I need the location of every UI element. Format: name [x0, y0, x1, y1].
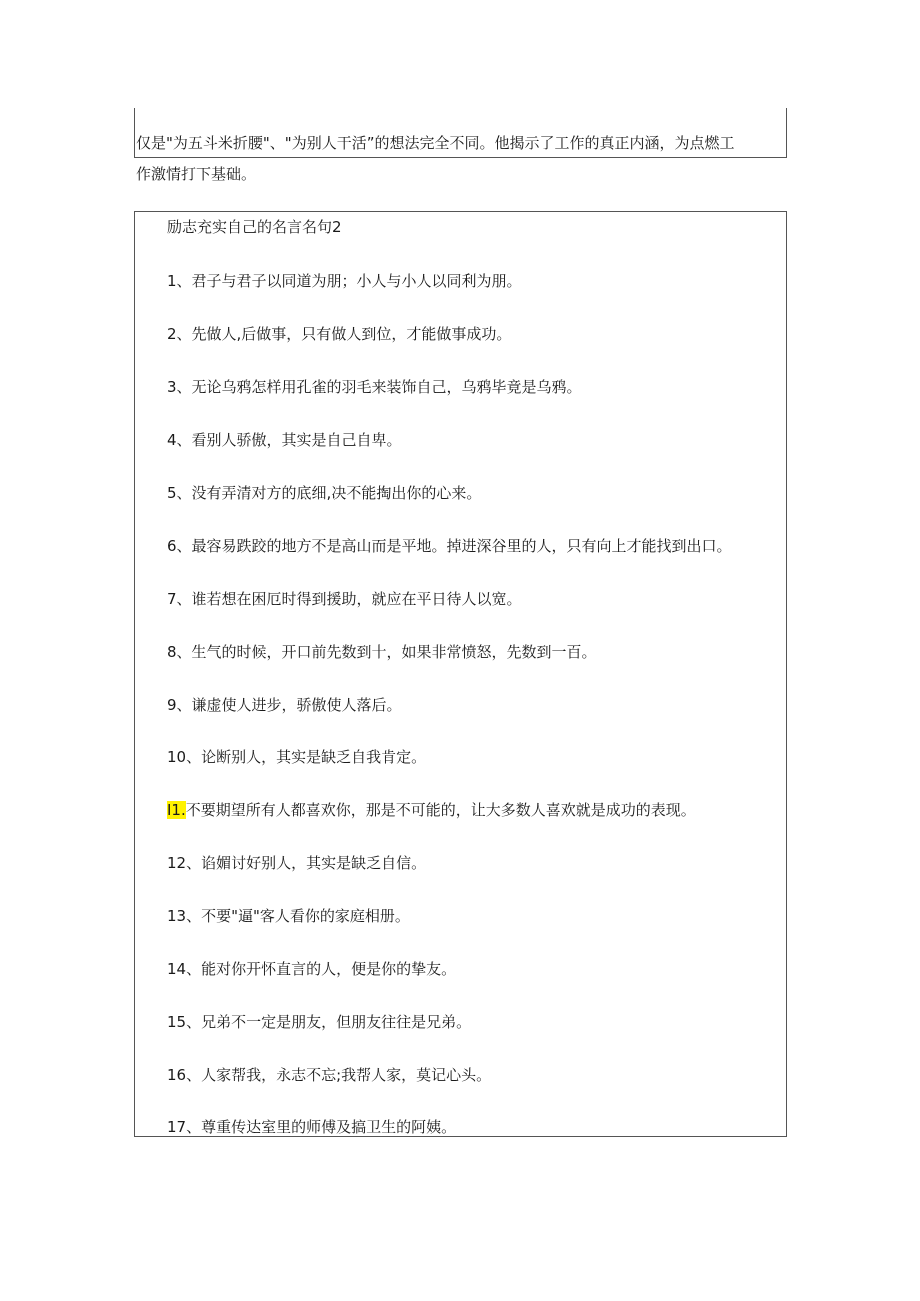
quote-item: 8、生气的时候，开口前先数到十，如果非常愤怒，先数到一百。: [167, 643, 597, 661]
quote-item: 14、能对你开怀直言的人，便是你的挚友。: [167, 960, 457, 978]
quotes-frame: [134, 211, 787, 1137]
section-title: 励志充实自己的名言名句2: [167, 218, 342, 236]
quote-item: 12、谄媚讨好别人，其实是缺乏自信。: [167, 854, 427, 872]
quote-item: 17、尊重传达室里的师傅及搞卫生的阿姨。: [167, 1118, 457, 1136]
quote-item: 7、谁若想在困厄时得到援助，就应在平日待人以宽。: [167, 590, 522, 608]
quote-item: 2、先做人,后做事，只有做人到位，才能做事成功。: [167, 325, 512, 343]
quote-item: 13、不要"逼"客人看你的家庭相册。: [167, 907, 410, 925]
quote-item: 4、看别人骄傲，其实是自己自卑。: [167, 431, 402, 449]
quote-item: 1、君子与君子以同道为朋；小人与小人以同利为朋。: [167, 272, 522, 290]
intro-line-2: 作激情打下基础。: [136, 165, 257, 183]
quote-item: 5、没有弄清对方的底细,决不能掏出你的心来。: [167, 484, 482, 502]
intro-line-1: 仅是"为五斗米折腰"、"为别人干活”的想法完全不同。他揭示了工作的真正内涵，为点燃工: [136, 134, 735, 152]
quote-item: 10、论断别人，其实是缺乏自我肯定。: [167, 748, 427, 766]
quote-item: 9、谦虚使人进步，骄傲使人落后。: [167, 696, 402, 714]
highlighted-number: I1.: [167, 801, 186, 819]
quote-item: 6、最容易跌跤的地方不是高山而是平地。掉进深谷里的人，只有向上才能找到出口。: [167, 537, 732, 555]
quote-item: 15、兄弟不一定是朋友，但朋友往往是兄弟。: [167, 1013, 472, 1031]
quote-item: [167, 798, 696, 822]
quote-item: 3、无论乌鸦怎样用孔雀的羽毛来装饰自己，乌鸦毕竟是乌鸦。: [167, 378, 582, 396]
quote-item: 16、人家帮我，永志不忘;我帮人家，莫记心头。: [167, 1066, 492, 1084]
quote-item-text: 不要期望所有人都喜欢你，那是不可能的，让大多数人喜欢就是成功的表现。: [185, 801, 696, 819]
